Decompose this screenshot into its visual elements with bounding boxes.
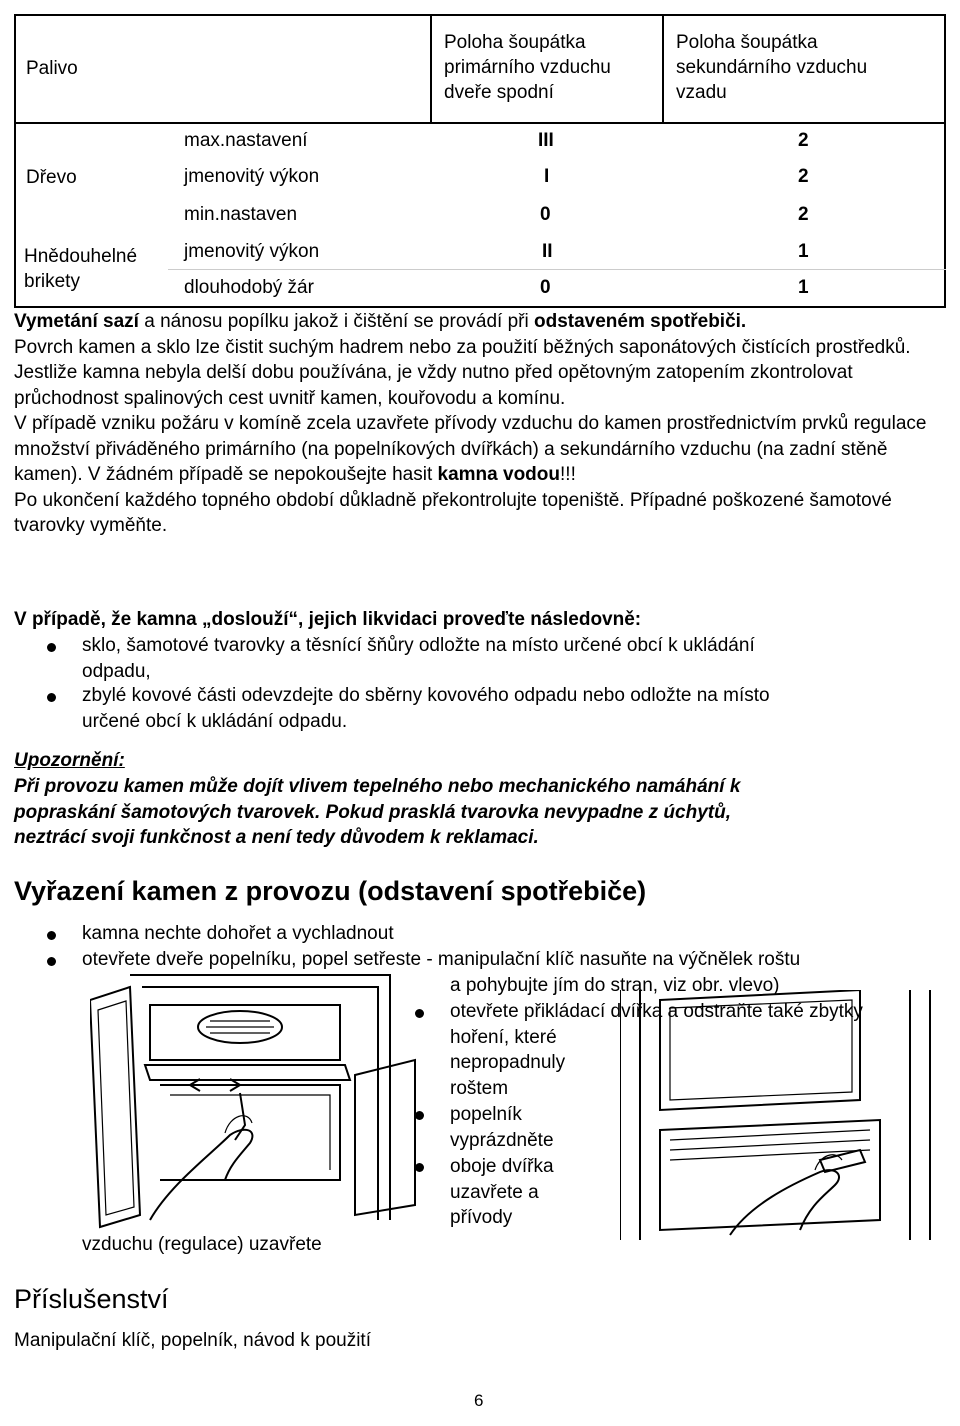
secondary-value: 2	[798, 166, 809, 187]
fuel-briquettes: Hnědouhelné brikety	[24, 246, 138, 292]
setting-label: dlouhodobý žár	[184, 277, 314, 298]
page-number: 6	[474, 1391, 484, 1410]
maintenance-section	[14, 309, 946, 539]
list-item: otevřete přikládací dvířka a odstraňte také zbytky hoření, které nepropadnuly roštem	[450, 1001, 863, 1099]
warning-label: Upozornění:	[14, 750, 125, 771]
list-item-continuation: a pohybujte jím do stran, viz obr. vlevo)	[450, 975, 780, 996]
list-item: oboje dvířka uzavřete a přívody	[450, 1156, 554, 1228]
secondary-value: 1	[798, 277, 809, 298]
setting-label: min.nastaven	[184, 204, 298, 225]
primary-value: 0	[540, 277, 551, 298]
primary-value: III	[538, 130, 554, 151]
primary-value: 0	[540, 204, 551, 225]
stove-ash-door-illustration	[90, 965, 420, 1230]
paragraph: Po ukončení každého topného období důkladně překontrolujte topeniště. Případné poškozené šamotové tvarovky vyměňte.	[14, 489, 892, 536]
setting-label: jmenovitý výkon	[184, 166, 320, 187]
bullet-icon	[47, 643, 56, 652]
accessories-heading: Příslušenství	[14, 1284, 169, 1314]
secondary-value: 1	[798, 241, 809, 262]
shutdown-heading: Vyřazení kamen z provozu (odstavení spotřebiče)	[14, 876, 647, 906]
primary-value: II	[542, 241, 553, 262]
primary-value: I	[544, 166, 550, 187]
secondary-value: 2	[798, 130, 809, 151]
figure-caption: vzduchu (regulace) uzavřete	[82, 1234, 322, 1255]
list-item: popelník vyprázdněte	[450, 1104, 554, 1151]
list-item: sklo, šamotové tvarovky a těsnící šňůry odložte na místo určené obcí k ukládání odpadu,	[82, 635, 755, 682]
setting-label: jmenovitý výkon	[184, 241, 320, 262]
fuel-wood: Dřevo	[26, 167, 77, 188]
fuel-settings-table	[14, 14, 946, 308]
setting-label: max.nastavení	[184, 130, 308, 151]
bullet-icon	[47, 957, 56, 966]
list-item: otevřete dveře popelníku, popel setřeste - manipulační klíč nasuňte na výčnělek roštu	[82, 949, 801, 970]
stove-regulator-illustration	[620, 990, 940, 1250]
bullet-icon	[47, 931, 56, 940]
paragraph: Povrch kamen a sklo lze čistit suchým hadrem nebo za použití běžných saponátových čistících prostředků.	[14, 336, 911, 358]
header-primary: Poloha šoupátka primárního vzduchu dveře spodní	[444, 32, 611, 103]
accessories-text: Manipulační klíč, popelník, návod k použití	[14, 1330, 371, 1351]
header-secondary: Poloha šoupátka sekundárního vzduchu vzadu	[676, 32, 868, 103]
paragraph: V případě vzniku požáru v komíně zcela uzavřete přívody vzduchu do kamen prostřednictvím prvků regulace množství přiváděného primárního (na popelníkových dvířkách) a sekundárního vzduchu (na zadní stěně kamen). V žádném případě se nepokoušejte hasit kamna vodou!!!	[14, 413, 927, 485]
header-fuel: Palivo	[26, 58, 78, 79]
paragraph: Jestliže kamna nebyla delší dobu používána, je vždy nutno před opětovným zatopením zkontrolovat průchodnost spalinových cest uvnitř kamen, kouřovodu a komínu.	[14, 362, 853, 409]
warning-text: Při provozu kamen může dojít vlivem tepelného nebo mechanického namáhání k popraskání šamotových tvarovek. Pokud prasklá tvarovka nevypadne z úchytů, neztrácí svoji funkčnost a není tedy důvodem k reklamaci.	[14, 776, 741, 848]
paragraph: Vymetání sazí a nánosu popílku jakož i čištění se provádí při odstaveném spotřebiči.	[14, 311, 747, 332]
bullet-icon	[47, 693, 56, 702]
list-item: zbylé kovové části odevzdejte do sběrny kovového odpadu nebo odložte na místo určené obcí k ukládání odpadu.	[82, 685, 770, 732]
disposal-title: V případě, že kamna „doslouží“, jejich likvidaci proveďte následovně:	[14, 609, 642, 630]
secondary-value: 2	[798, 204, 809, 225]
list-item: kamna nechte dohořet a vychladnout	[82, 923, 394, 944]
